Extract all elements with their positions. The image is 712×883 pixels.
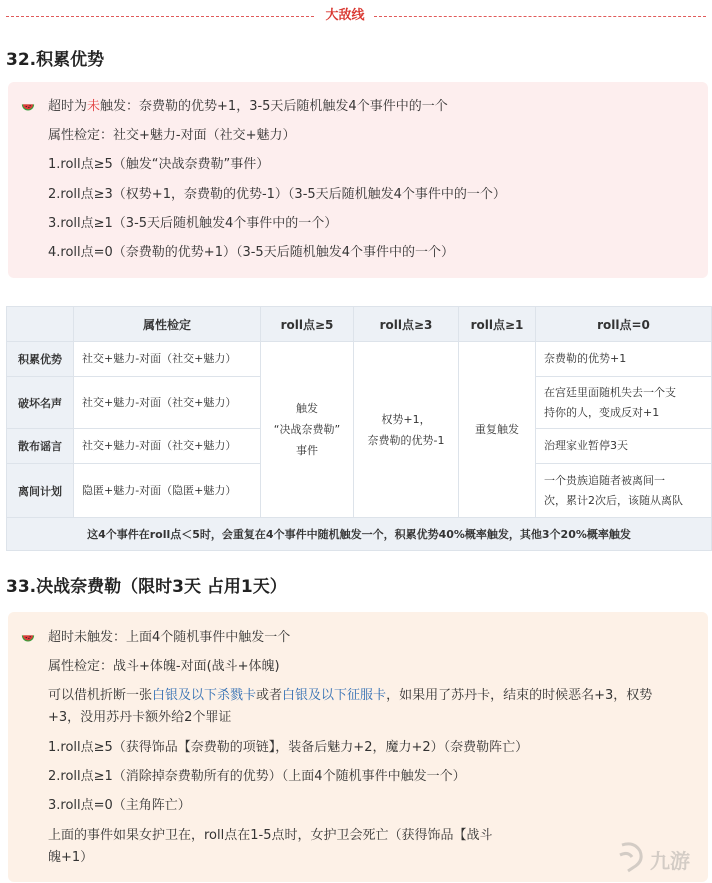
table-footer-note: 这4个事件在roll点＜5时，会重复在4个事件中随机触发一个，积累优势40%概率触发，其他3个20%概率触发: [7, 518, 712, 551]
guard-note-line-2: 魄+1）: [48, 850, 94, 865]
row-check: 隐匿+魅力-对面（隐匿+魅力）: [74, 464, 261, 518]
roll-5-line: 事件: [296, 444, 318, 457]
roll-0-line: 在宫廷里面随机失去一个支: [544, 385, 676, 399]
note-prefix: 可以借机折断一张: [48, 688, 153, 703]
watermark-text: 九游: [650, 849, 690, 873]
table-header-blank: [7, 307, 74, 342]
watermelon-icon: [21, 631, 35, 645]
roll-0-cell: 治理家业暂停3天: [536, 429, 712, 464]
watermark: [616, 839, 702, 875]
row-name: 破坏名声: [7, 377, 74, 429]
roll-5-cell: [261, 342, 354, 518]
trigger-line: [48, 97, 448, 116]
roll-5-line: “决战奈费勒”: [273, 423, 341, 436]
note-suffix: ，如果用了苏丹卡，结束的时候恶名+3，权势: [386, 688, 653, 703]
roll-3-line: 权势+1，: [381, 412, 431, 426]
roll-5-line: 触发: [296, 402, 318, 415]
roll-0-cell: [536, 464, 712, 518]
roll-0-line: 持你的人，变成反对+1: [544, 405, 660, 419]
result-1: 1.roll点≥5（获得饰品【奈费勒的项链】，装备后魅力+2，魔力+2）（奈费勒阵亡）: [48, 740, 529, 755]
guard-note-line-1: 上面的事件如果女护卫在，roll点在1-5点时，女护卫会死亡（获得饰品【战斗: [48, 828, 493, 843]
result-2: 2.roll点≥1（消除掉奈费勒所有的优势）（上面4个随机事件中触发一个）: [48, 769, 466, 784]
card-note-line-2: +3，没用苏丹卡额外给2个罪证: [48, 710, 232, 725]
section-divider: [6, 8, 706, 24]
trigger-prefix: 超时为: [48, 99, 88, 114]
row-check: 社交+魅力-对面（社交+魅力）: [74, 429, 261, 464]
result-4: 4.roll点=0（奈费勒的优势+1）（3-5天后随机触发4个事件中的一个）: [48, 245, 454, 260]
trigger-line: 超时未触发：上面4个随机事件中触发一个: [48, 630, 291, 645]
conquest-card-link[interactable]: 白银及以下征服卡: [282, 688, 387, 703]
result-3: 3.roll点=0（主角阵亡）: [48, 798, 191, 813]
note-mid: 或者: [256, 688, 283, 703]
roll-0-line: 一个贵族追随者被离间一: [544, 473, 665, 487]
section-32-title: 32.积累优势: [6, 50, 105, 70]
table-footer-row: [7, 518, 712, 551]
slaughter-card-link[interactable]: 白银及以下杀戮卡: [152, 688, 257, 703]
table-header: roll点=0: [536, 307, 712, 342]
roll-3-line: 奈费勒的优势-1: [367, 433, 445, 447]
result-3: 3.roll点≥1（3-5天后随机触发4个事件中的一个）: [48, 216, 338, 231]
event-table: [6, 306, 712, 551]
row-name: 散布谣言: [7, 429, 74, 464]
table-header: roll点≥5: [261, 307, 354, 342]
trigger-suffix: 触发：奈费勒的优势+1，3-5天后随机触发4个事件中的一个: [100, 99, 448, 114]
row-name: 积累优势: [7, 342, 74, 377]
divider-label: 大敌线: [325, 8, 365, 23]
result-2: 2.roll点≥3（权势+1，奈费勒的优势-1）（3-5天后随机触发4个事件中的一个）: [48, 187, 506, 202]
row-check: 社交+魅力-对面（社交+魅力）: [74, 377, 261, 429]
divider-line-right: [374, 16, 706, 17]
roll-1-cell: 重复触发: [459, 342, 536, 518]
section-33-title: 33.决战奈费勒（限时3天 占用1天）: [6, 577, 287, 597]
roll-3-cell: [354, 342, 459, 518]
section-32-box: [8, 82, 708, 278]
card-note: [48, 686, 698, 705]
roll-0-line: 次，累计2次后，该随从离队: [544, 493, 683, 507]
table-header: roll点≥3: [354, 307, 459, 342]
attribute-check: 属性检定：社交+魅力-对面（社交+魅力）: [48, 128, 296, 143]
trigger-red-char: 未: [87, 99, 101, 114]
watermelon-icon: [21, 100, 35, 114]
table-row: [7, 342, 712, 377]
divider-line-left: [6, 16, 314, 17]
table-header-row: [7, 307, 712, 342]
row-name: 离间计划: [7, 464, 74, 518]
roll-0-cell: 奈费勒的优势+1: [536, 342, 712, 377]
roll-0-cell: [536, 377, 712, 429]
jiuyou-logo-icon: [616, 841, 646, 873]
result-1: 1.roll点≥5（触发“决战奈费勒”事件）: [48, 157, 270, 172]
attribute-check: 属性检定：战斗+体魄-对面(战斗+体魄): [48, 659, 280, 674]
row-check: 社交+魅力-对面（社交+魅力）: [74, 342, 261, 377]
table-header: 属性检定: [74, 307, 261, 342]
table-header: roll点≥1: [459, 307, 536, 342]
